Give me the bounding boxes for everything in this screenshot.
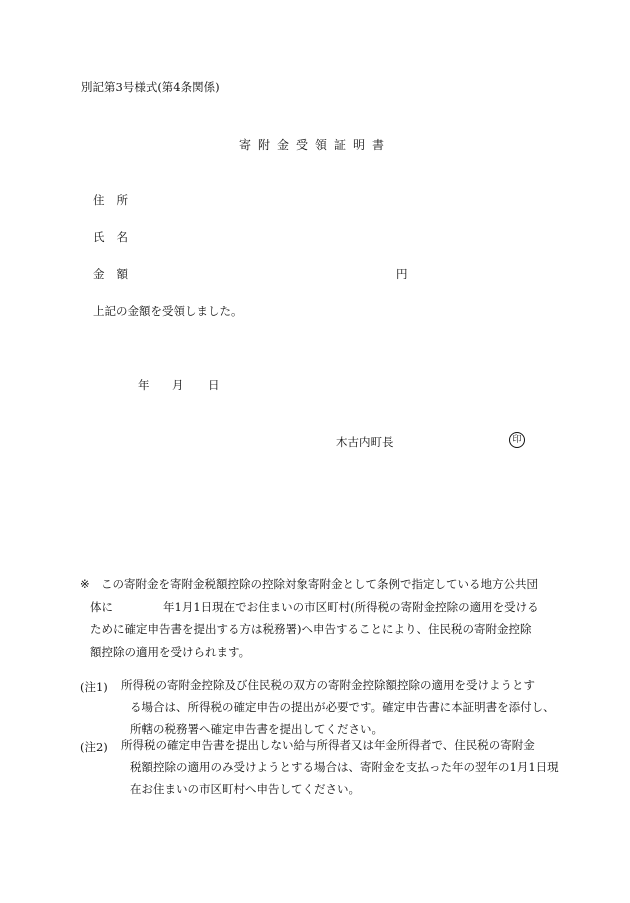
notice-line-2-rest: 年1月1日現在でお住まいの市区町村(所得税の寄附金控除の適用を受ける bbox=[163, 599, 539, 614]
note-1-line-2: る場合は、所得税の確定申告の提出が必要です。確定申告書に本証明書を添付し、 bbox=[130, 700, 555, 714]
form-reference: 別記第3号様式(第4条関係) bbox=[81, 80, 220, 94]
note-2-line-3: 在お住まいの市区町村へ申告してください。 bbox=[130, 782, 360, 796]
notice-line-3: ために確定申告書を提出する方は税務署)へ申告することにより、住民税の寄附金控除 bbox=[90, 622, 532, 636]
note-2-line-2: 税額控除の適用のみ受けようとする場合は、寄附金を支払った年の翌年の1月1日現 bbox=[130, 760, 559, 774]
yen-unit: 円 bbox=[396, 267, 408, 281]
note-2-body bbox=[121, 734, 559, 800]
receipt-statement: 上記の金額を受領しました。 bbox=[93, 304, 243, 318]
notice-line-2 bbox=[80, 596, 560, 619]
note-1-line-3: 所轄の税務署へ確定申告書を提出してください。 bbox=[130, 722, 383, 736]
notice-line-1: この寄附金を寄附金税額控除の控除対象寄附金として条例で指定している地方公共団 bbox=[101, 577, 538, 591]
issuer-name: 木古内町長 bbox=[336, 435, 394, 449]
notice-line-2-prefix: 体に bbox=[90, 599, 113, 614]
note-1-label: (注1) bbox=[80, 680, 108, 694]
note-2-line-1: 所得税の確定申告書を提出しない給与所得者又は年金所得者で、住民税の寄附金 bbox=[121, 738, 535, 752]
seal-mark: 印 bbox=[509, 432, 525, 448]
notice-line-4: 額控除の適用を受けられます。 bbox=[90, 644, 251, 659]
notice-mark: ※ bbox=[80, 577, 90, 591]
date-year-label: 年 bbox=[138, 378, 150, 392]
date-month-label: 月 bbox=[172, 378, 184, 392]
note-2-label: (注2) bbox=[80, 740, 108, 754]
notice-paragraph bbox=[80, 573, 560, 663]
document-title: 寄附金受領証明書 bbox=[238, 138, 391, 152]
amount-label: 金額 bbox=[93, 267, 140, 281]
date-day-label: 日 bbox=[208, 378, 220, 392]
note-1-line-1: 所得税の寄附金控除及び住民税の双方の寄附金控除額控除の適用を受けようとす bbox=[121, 678, 535, 692]
note-1-body bbox=[121, 674, 555, 740]
name-label: 氏名 bbox=[93, 230, 140, 244]
address-label: 住所 bbox=[93, 193, 140, 207]
